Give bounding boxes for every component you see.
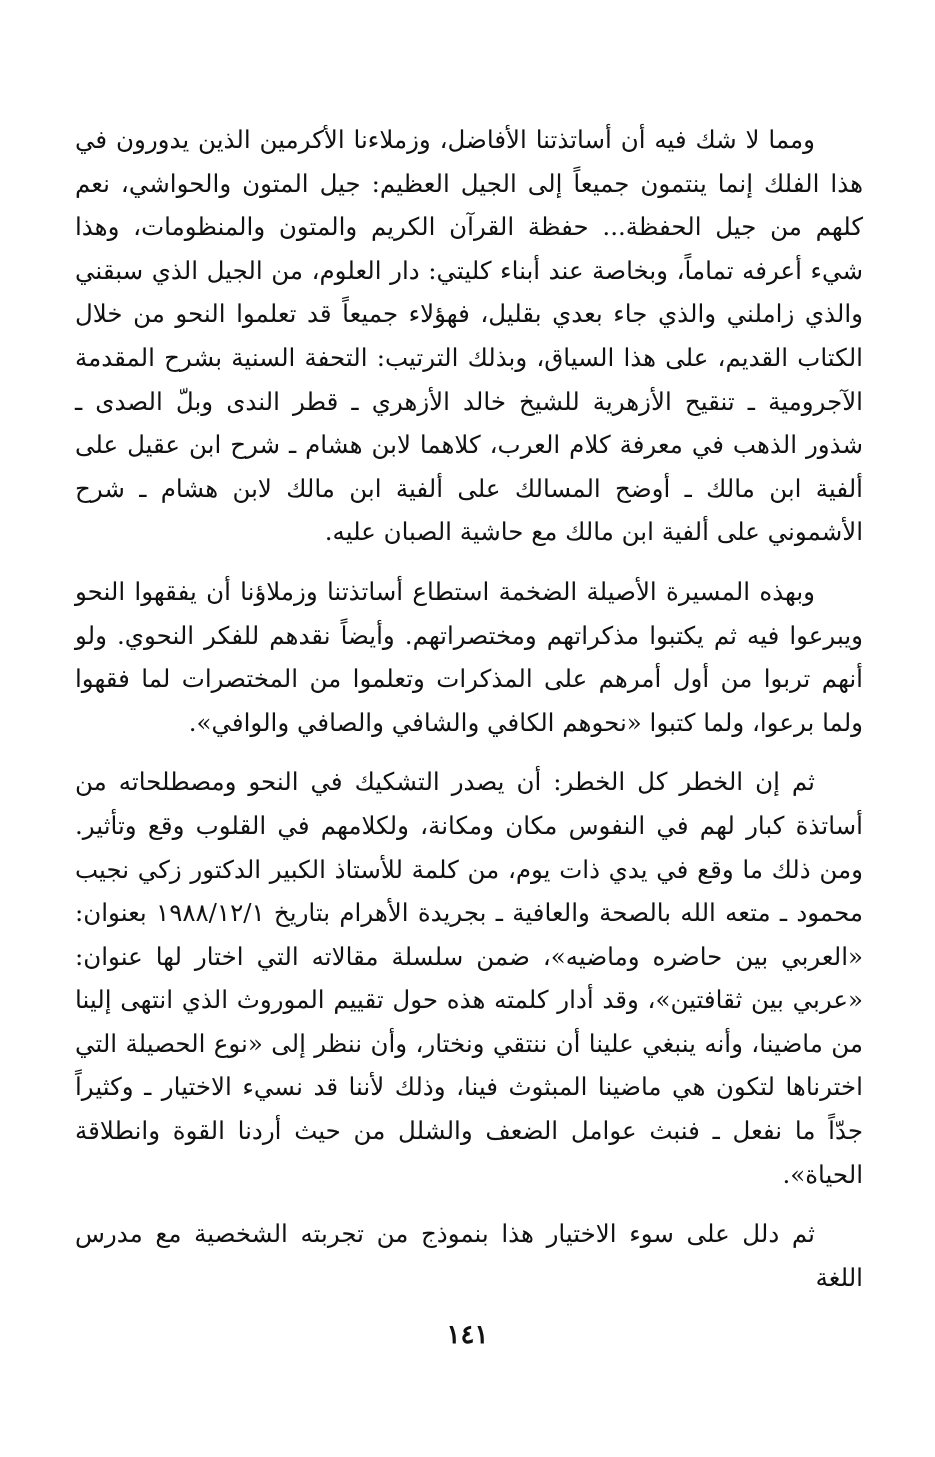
paragraph-3: ثم إن الخطر كل الخطر: أن يصدر التشكيك في النحو ومصطلحاته من أساتذة كبار لهم في النفوس مكان ومكانة، ولكلامهم في القلوب وقع وتأثير. ومن ذلك ما وقع في يدي ذات يوم، من كلمة للأستاذ الكبير الدكتور زكي نجيب محمود ـ متعه الله بالصحة والعافية ـ بجريدة الأهرام بتاريخ ١٩٨٨/١٢/١ بعنوان: «العربي بين حاضره وماضيه»، ضمن سلسلة مقالاته التي اختار لها عنوان: «عربي بين ثقافتين»، وقد أدار كلمته هذه حول تقييم الموروث الذي انتهى إلينا من ماضينا، وأنه ينبغي علينا أن ننتقي ونختار، وأن ننظر إلى «نوع الحصيلة التي اخترناها لتكون هي ماضينا المبثوث فينا، وذلك لأننا قد نسيء الاختيار ـ وكثيراً جدّاً ما نفعل ـ فنبث عوامل الضعف والشلل من حيث أردنا القوة وانطلاقة الحياة». <box>75 767 864 1189</box>
paragraph-2: وبهذه المسيرة الأصيلة الضخمة استطاع أساتذتنا وزملاؤنا أن يفقهوا النحو ويبرعوا فيه ثم يكتبوا مذكراتهم ومختصراتهم. وأيضاً نقدهم للفكر النحوي. ولو أنهم تربوا من أول أمرهم على المذكرات وتعلموا من المختصرات لما فقهوا ولما برعوا، ولما كتبوا «نحوهم الكافي والشافي والصافي والوافي». <box>75 576 863 737</box>
page-number: ١٤١ <box>446 1320 489 1350</box>
paragraph-1: ومما لا شك فيه أن أساتذتنا الأفاضل، وزملاءنا الأكرمين الذين يدورون في هذا الفلك إنما ينتمون جميعاً إلى الجيل العظيم: جيل المتون والحواشي، نعم كلهم من جيل الحفظة... حفظة القرآن الكريم والمتون والمنظومات، وهذا شيء أعرفه تماماً، وبخاصة عند أبناء كليتي: دار العلوم، من الجيل الذي سبقني والذي زاملني والذي جاء بعدي بقليل، فهؤلاء جميعاً قد تعلموا النحو من خلال الكتاب القديم، على هذا السياق، وبذلك الترتيب: التحفة السنية بشرح المقدمة الآجرومية ـ تنقيح الأزهرية للشيخ خالد الأزهري ـ قطر الندى وبلّ الصدى ـ شذور الذهب في معرفة كلام العرب، كلاهما لابن هشام ـ شرح ابن عقيل على ألفية ابن مالك ـ أوضح المسالك على ألفية ابن مالك لابن هشام ـ شرح الأشموني على ألفية ابن مالك مع حاشية الصبان عليه. <box>75 125 863 547</box>
paragraph-4: ثم دلل على سوء الاختيار هذا بنموذج من تجربته الشخصية مع مدرس اللغة <box>75 1219 863 1292</box>
document-page <box>75 118 863 1299</box>
